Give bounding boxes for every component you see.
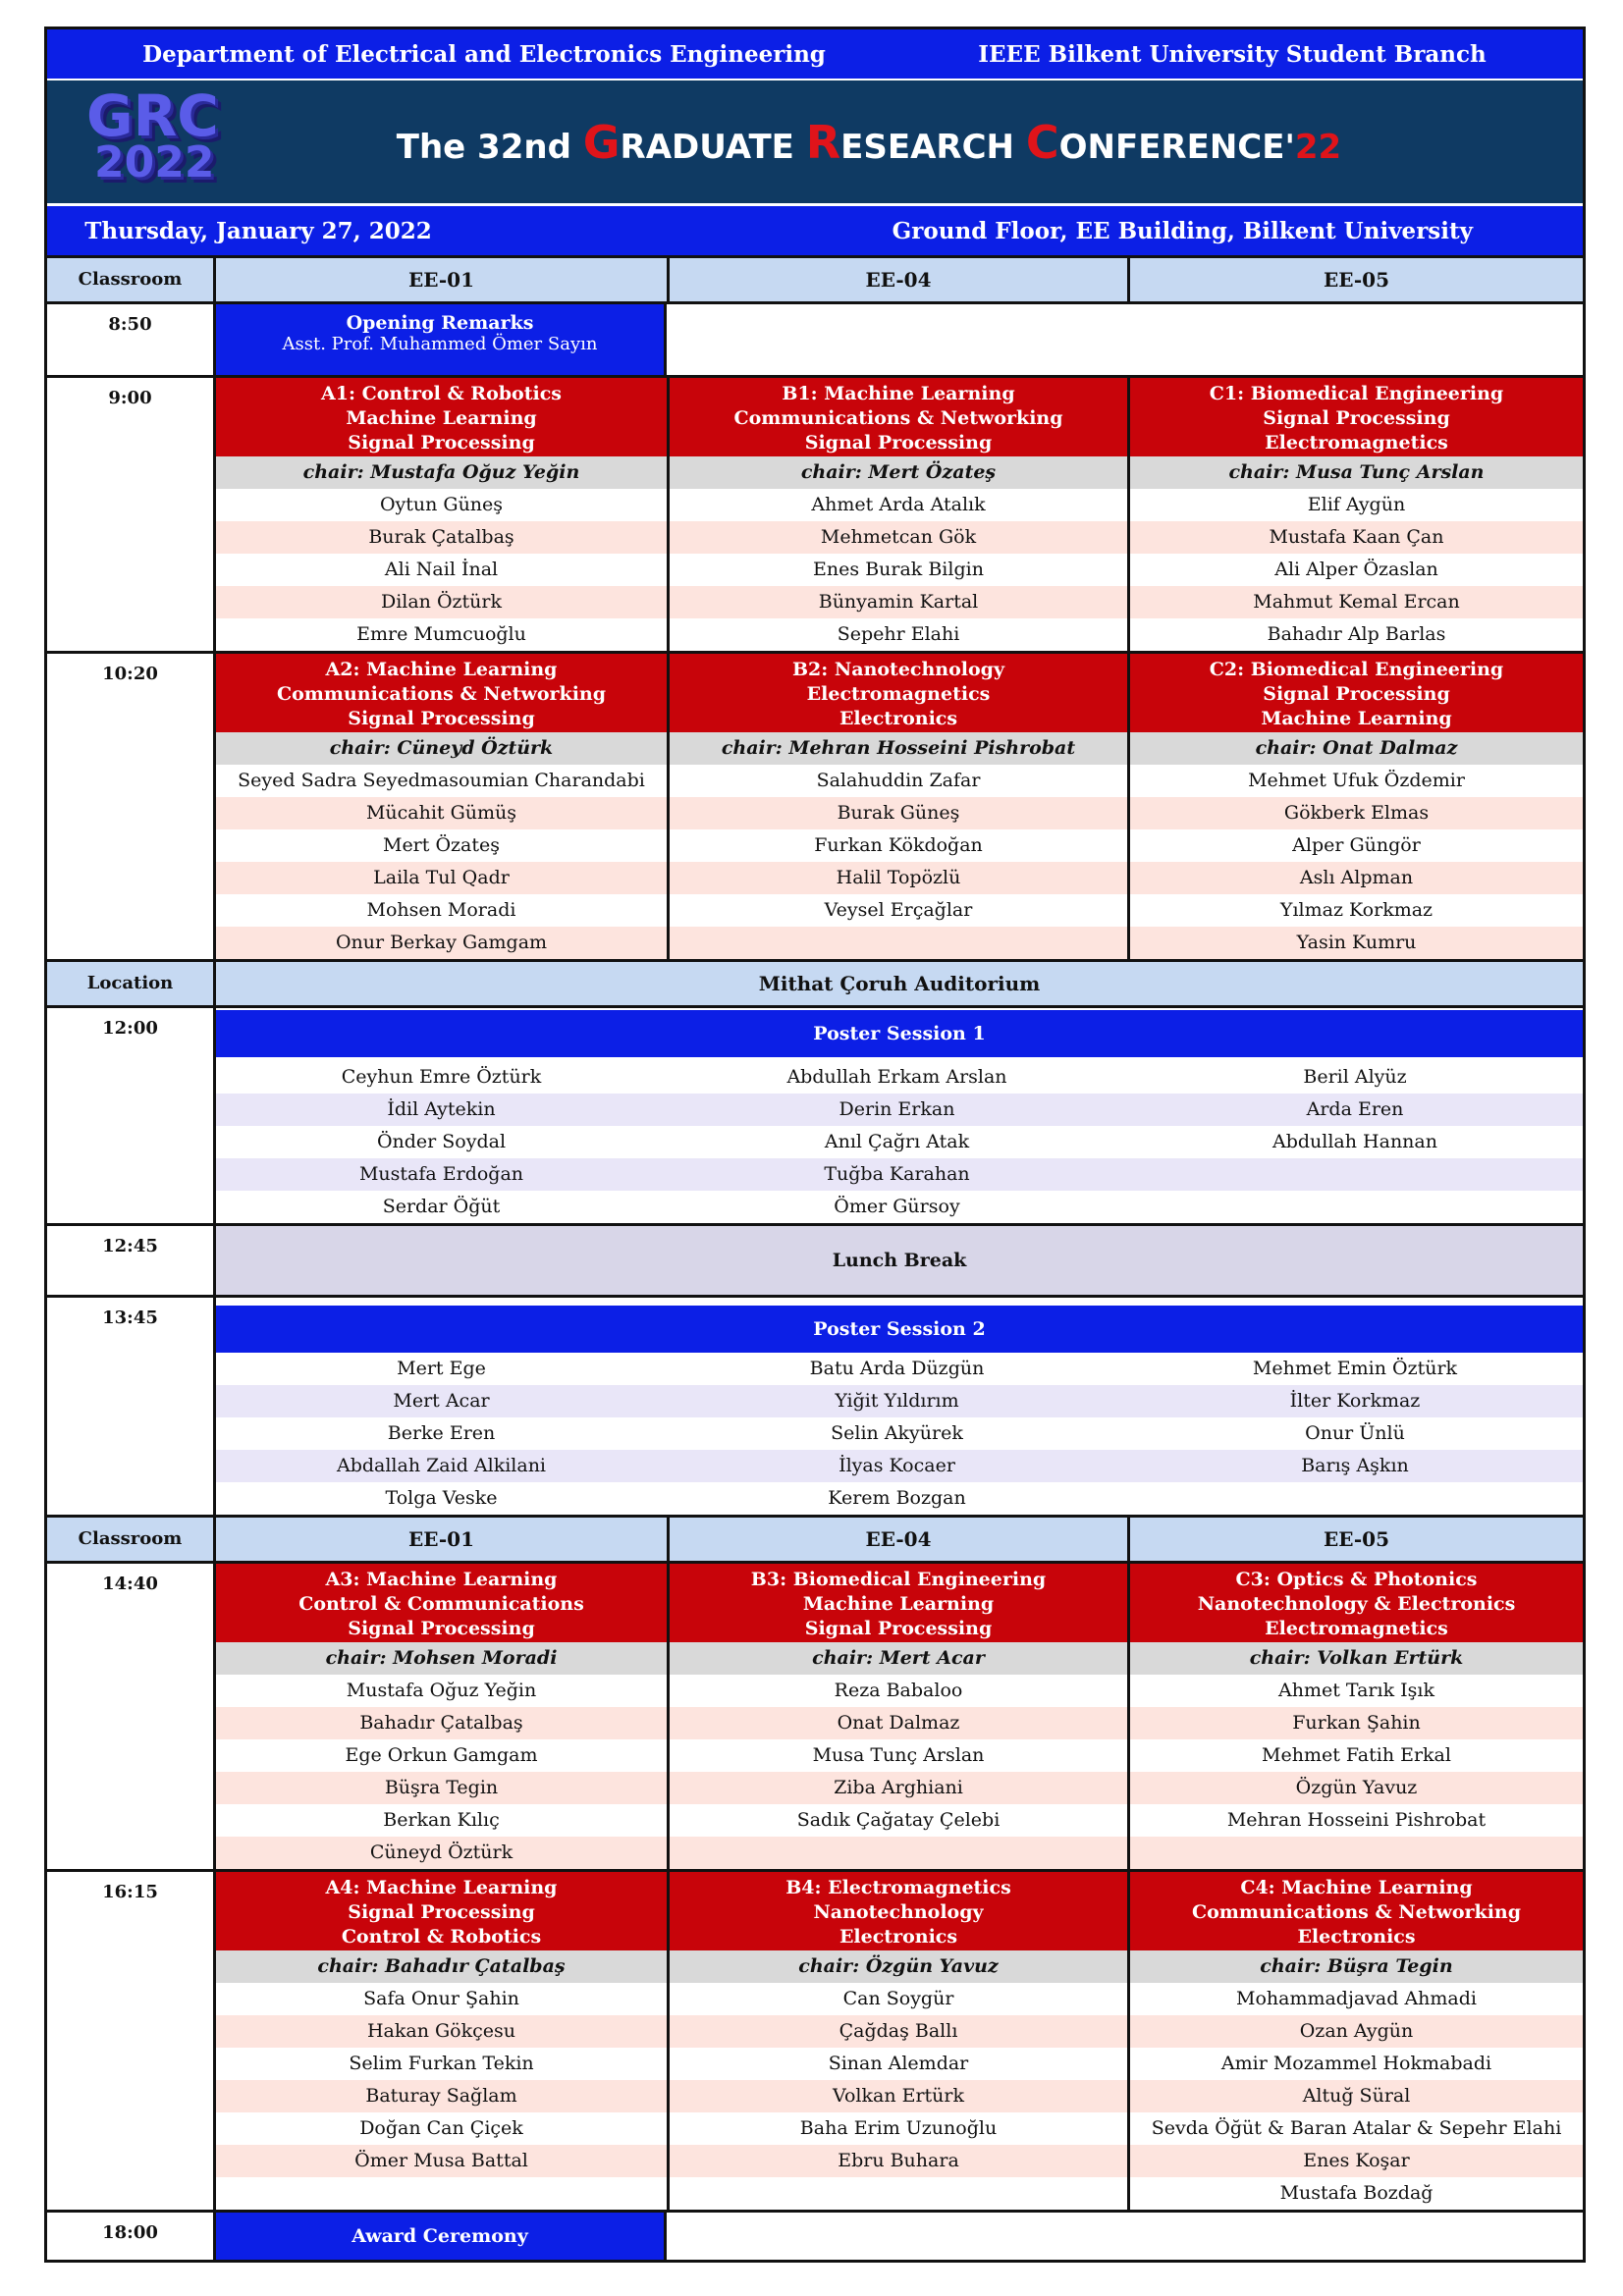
presenter-name [1130,1837,1583,1869]
poster-presenter: Berke Eren [387,1422,496,1444]
session-title: C1: Biomedical Engineering Signal Processing Electromagnetics [1130,378,1583,456]
conference-location: Ground Floor, EE Building, Bilkent University [892,217,1473,244]
conference-title: The 32nd GRADUATE RESEARCH CONFERENCE'22 [396,115,1342,169]
session-row [47,375,1583,651]
session-chair: chair: Mert Özateş [670,456,1127,489]
presenter-name: Mustafa Kaan Çan [1130,521,1583,554]
poster-column [216,1353,667,1515]
poster-presenter: Tolga Veske [385,1487,498,1509]
poster-presenter: Ceyhun Emre Öztürk [341,1066,542,1088]
presenter-name: Salahuddin Zafar [816,770,981,791]
session-title: C4: Machine Learning Communications & Networking Electronics [1130,1872,1583,1950]
session-chair: chair: Onat Dalmaz [1130,732,1583,765]
presenter-name: Cüneyd Öztürk [216,1837,667,1869]
presenter-name: Gökberk Elmas [1130,797,1583,829]
top-banner [47,29,1583,79]
presenter-name: Ebru Buhara [670,2145,1127,2177]
grc-logo: GRC 2022 [86,81,219,187]
session-column [667,1564,1127,1869]
session-column [216,654,667,959]
poster-presenter: Yiğit Yıldırım [667,1385,1127,1417]
session-title: C2: Biomedical Engineering Signal Processing Machine Learning [1130,654,1583,732]
poster-time: 12:00 [47,1008,216,1223]
session-column [1127,1872,1583,2210]
poster-presenter: Abdullah Hannan [1272,1131,1437,1152]
poster-presenter: Beril Alyüz [1303,1066,1407,1088]
schedule-sheet [44,27,1586,2263]
presenter-name: Mustafa Oğuz Yeğin [346,1680,537,1701]
presenter-name: Selim Furkan Tekin [349,2053,534,2074]
presenter-name: Mehmet Ufuk Özdemir [1248,770,1465,791]
presenter-name: Baha Erim Uzunoğlu [799,2117,998,2139]
presenter-name: Yılmaz Korkmaz [1279,899,1434,921]
title-banner [47,79,1583,206]
poster-presenter: Arda Eren [1127,1094,1583,1126]
session-column [1127,654,1583,959]
poster-title: Poster Session 1 [216,1010,1583,1057]
presenter-name: Ahmet Arda Atalık [811,494,986,515]
session-title: B1: Machine Learning Communications & Networking Signal Processing [670,378,1127,456]
lunch-row: 12:45 Lunch Break [47,1223,1583,1295]
presenter-name: Furkan Kökdoğan [814,834,983,856]
presenter-name: Mehmetcan Gök [670,521,1127,554]
poster-presenter [1127,1158,1583,1191]
session-chair: chair: Mehran Hosseini Pishrobat [670,732,1127,765]
poster-presenter: Mustafa Erdoğan [216,1158,667,1191]
poster-presenter: Ömer Gürsoy [834,1196,960,1217]
date-banner [47,206,1583,255]
presenter-name: Elif Aygün [1307,494,1406,515]
opening-row: 8:50 Opening Remarks Asst. Prof. Muhammed Ömer Sayın [47,301,1583,375]
presenter-name: Mehmet Fatih Erkal [1262,1744,1451,1766]
session-column [216,1872,667,2210]
session-row [47,1869,1583,2210]
poster-presenter: Barış Aşkın [1127,1450,1583,1482]
presenter-name: Ege Orkun Gamgam [345,1744,538,1766]
presenter-name [670,1837,1127,1869]
session-column [216,1564,667,1869]
presenter-name [670,2177,1127,2210]
presenter-name [216,2177,667,2210]
session-time: 10:20 [47,654,216,959]
presenter-name: Mohammadjavad Ahmadi [1235,1988,1477,2009]
presenter-name: Sevda Öğüt & Baran Atalar & Sepehr Elahi [1151,2117,1562,2139]
presenter-name: Ömer Musa Battal [216,2145,667,2177]
presenter-name: Yasin Kumru [1130,927,1583,959]
poster-presenter: İdil Aytekin [216,1094,667,1126]
presenter-name: Oytun Güneş [379,494,504,515]
presenter-name: Safa Onur Şahin [363,1988,519,2009]
presenter-name: Baturay Sağlam [216,2080,667,2112]
poster-presenter: Önder Soydal [376,1131,507,1152]
presenter-name: Amir Mozammel Hokmabadi [1220,2053,1492,2074]
session-column [1127,378,1583,651]
poster-title: Poster Session 2 [216,1306,1583,1353]
poster-presenter [1127,1482,1583,1515]
presenter-name: Hakan Gökçesu [216,2015,667,2048]
poster-presenter: Batu Arda Düzgün [809,1358,985,1379]
poster-presenter: Derin Erkan [667,1094,1127,1126]
presenter-name [670,927,1127,959]
session-title: A2: Machine Learning Communications & Networking Signal Processing [216,654,667,732]
presenter-name: Çağdaş Ballı [670,2015,1127,2048]
presenter-name: Mehran Hosseini Pishrobat [1226,1809,1487,1831]
session-time: 14:40 [47,1564,216,1869]
poster-presenter: İlter Korkmaz [1127,1385,1583,1417]
poster-row [47,1005,1583,1223]
poster-column [1127,1353,1583,1515]
poster-presenter: Abdallah Zaid Alkilani [216,1450,667,1482]
session-time: 16:15 [47,1872,216,2210]
session-title: B3: Biomedical Engineering Machine Learning Signal Processing [670,1564,1127,1642]
opening-remarks: Opening Remarks Asst. Prof. Muhammed Ömer Sayın [216,304,667,375]
presenter-name: Sepehr Elahi [837,623,960,645]
poster-column [667,1061,1127,1223]
presenter-name: Ali Alper Özaslan [1274,559,1438,580]
presenter-name: Reza Babaloo [834,1680,963,1701]
presenter-name: Büşra Tegin [216,1772,667,1804]
poster-presenter: Anıl Çağrı Atak [824,1131,970,1152]
session-column [667,654,1127,959]
session-chair: chair: Cüneyd Öztürk [216,732,667,765]
session-column [1127,1564,1583,1869]
session-chair: chair: Mohsen Moradi [216,1642,667,1675]
branch-name: IEEE Bilkent University Student Branch [978,40,1487,68]
presenter-name: Berkan Kılıç [383,1809,500,1831]
presenter-name: Musa Tunç Arslan [812,1744,985,1766]
session-chair: chair: Mert Acar [670,1642,1127,1675]
poster-column [216,1061,667,1223]
poster-presenter: Serdar Öğüt [382,1196,501,1217]
presenter-name: Ozan Aygün [1130,2015,1583,2048]
presenter-name: Emre Mumcuoğlu [356,623,526,645]
lunch-break: Lunch Break [216,1226,1583,1295]
presenter-name: Enes Burak Bilgin [813,559,984,580]
presenter-name: Dilan Öztürk [216,586,667,618]
session-chair: chair: Volkan Ertürk [1130,1642,1583,1675]
presenter-name: Bünyamin Kartal [670,586,1127,618]
session-time: 9:00 [47,378,216,651]
session-column [667,1872,1127,2210]
presenter-name: Furkan Şahin [1130,1707,1583,1739]
presenter-name: Enes Koşar [1130,2145,1583,2177]
presenter-name: Aslı Alpman [1130,862,1583,894]
presenter-name: Onur Berkay Gamgam [216,927,667,959]
presenter-name: Mustafa Bozdağ [1279,2182,1434,2204]
poster-column [667,1353,1127,1515]
presenter-name: Seyed Sadra Seyedmasoumian Charandabi [238,770,645,791]
session-column [667,378,1127,651]
classroom-header-2: Classroom EE-01 EE-04 EE-05 [47,1515,1583,1561]
location-header: Location Mithat Çoruh Auditorium [47,959,1583,1005]
session-title: A1: Control & Robotics Machine Learning Signal Processing [216,378,667,456]
session-column [216,378,667,651]
presenter-name: Laila Tul Qadr [216,862,667,894]
presenter-name: Mohsen Moradi [366,899,516,921]
presenter-name: Ali Nail İnal [384,559,499,580]
poster-presenter [1127,1191,1583,1223]
presenter-name: Bahadır Alp Barlas [1267,623,1446,645]
session-title: B4: Electromagnetics Nanotechnology Electronics [670,1872,1127,1950]
presenter-name: Sadık Çağatay Çelebi [796,1809,1001,1831]
presenter-name: Alper Güngör [1292,834,1421,856]
poster-presenter: İlyas Kocaer [667,1450,1127,1482]
session-chair: chair: Özgün Yavuz [670,1950,1127,1983]
presenter-name: Halil Topözlü [670,862,1127,894]
award-ceremony: Award Ceremony [216,2213,667,2260]
poster-presenter: Mehmet Emin Öztürk [1252,1358,1458,1379]
presenter-name: Ziba Arghiani [670,1772,1127,1804]
session-row [47,1561,1583,1869]
presenter-name: Onat Dalmaz [670,1707,1127,1739]
session-chair: chair: Mustafa Oğuz Yeğin [216,456,667,489]
presenter-name: Ahmet Tarık Işık [1278,1680,1434,1701]
presenter-name: Can Soygür [842,1988,954,2009]
session-title: A4: Machine Learning Signal Processing Control & Robotics [216,1872,667,1950]
conference-date: Thursday, January 27, 2022 [84,217,432,244]
poster-time: 13:45 [47,1298,216,1515]
poster-presenter: Kerem Bozgan [828,1487,966,1509]
presenter-name: Özgün Yavuz [1130,1772,1583,1804]
presenter-name: Veysel Erçağlar [824,899,973,921]
session-chair: chair: Bahadır Çatalbaş [216,1950,667,1983]
session-chair: chair: Büşra Tegin [1130,1950,1583,1983]
presenter-name: Burak Güneş [670,797,1127,829]
poster-presenter: Mert Acar [216,1385,667,1417]
session-title: C3: Optics & Photonics Nanotechnology & Electronics Electromagnetics [1130,1564,1583,1642]
presenter-name: Doğan Can Çiçek [359,2117,523,2139]
session-row [47,651,1583,959]
poster-row [47,1295,1583,1515]
department-name: Department of Electrical and Electronics Engineering [142,40,826,68]
presenter-name: Volkan Ertürk [670,2080,1127,2112]
award-row: 18:00 Award Ceremony [47,2210,1583,2260]
poster-presenter: Selin Akyürek [831,1422,963,1444]
presenter-name: Sinan Alemdar [828,2053,969,2074]
poster-column [1127,1061,1583,1223]
session-title: A3: Machine Learning Control & Communications Signal Processing [216,1564,667,1642]
presenter-name: Mücahit Gümüş [216,797,667,829]
presenter-name: Altuğ Süral [1130,2080,1583,2112]
session-chair: chair: Musa Tunç Arslan [1130,456,1583,489]
classroom-header: Classroom EE-01 EE-04 EE-05 [47,255,1583,301]
presenter-name: Mahmut Kemal Ercan [1130,586,1583,618]
poster-presenter: Tuğba Karahan [667,1158,1127,1191]
presenter-name: Mert Özateş [382,834,500,856]
poster-presenter: Abdullah Erkam Arslan [786,1066,1007,1088]
poster-presenter: Mert Ege [397,1358,486,1379]
presenter-name: Burak Çatalbaş [216,521,667,554]
poster-presenter: Onur Ünlü [1305,1422,1405,1444]
presenter-name: Bahadır Çatalbaş [216,1707,667,1739]
session-title: B2: Nanotechnology Electromagnetics Electronics [670,654,1127,732]
